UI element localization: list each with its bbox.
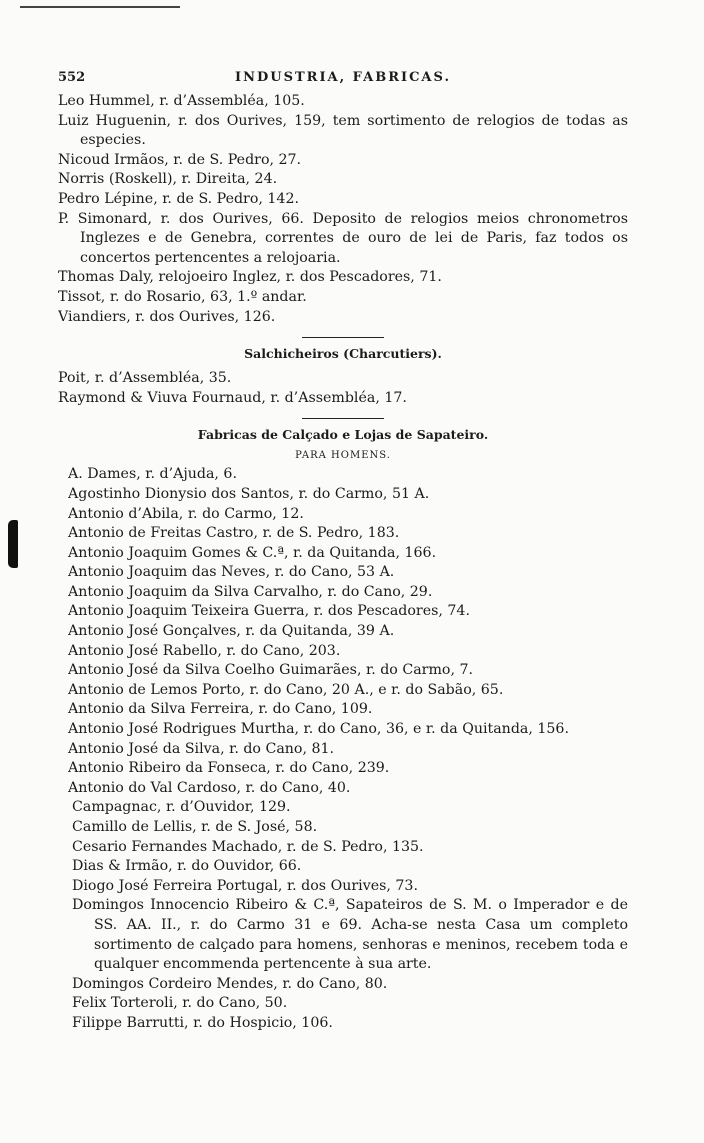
list-item: Antonio José da Silva, r. do Cano, 81. [68,740,335,757]
list-item: Antonio José Gonçalves, r. da Quitanda, 39 A. [68,623,395,640]
list-item: Domingos Cordeiro Mendes, r. do Cano, 80. [72,975,388,992]
list-item: Antonio d’Abila, r. do Carmo, 12. [68,505,304,522]
list-item: Antonio Joaquim da Silva Carvalho, r. do Cano, 29. [68,583,433,600]
list-item: Viandiers, r. dos Ourives, 126. [58,308,276,325]
list-item: Norris (Roskell), r. Direita, 24. [58,171,278,188]
sausage-makers-list [58,369,628,408]
list-item: Agostinho Dionysio dos Santos, r. do Carmo, 51 A. [68,485,430,502]
list-item: Filippe Barrutti, r. do Hospicio, 106. [72,1014,333,1031]
list-item: Antonio Joaquim das Neves, r. do Cano, 53 A. [68,564,395,581]
list-item: P. Simonard, r. dos Ourives, 66. Deposito de relogios meios chronometros Inglezes e de Genebra, correntes de ouro de lei de Paris, faz todos os concertos pertencentes a relojoaria. [58,210,628,266]
list-item: Antonio José Rabello, r. do Cano, 203. [68,642,341,659]
list-item: Diogo José Ferreira Portugal, r. dos Ourives, 73. [72,877,418,894]
list-item: Tissot, r. do Rosario, 63, 1.º andar. [58,288,307,305]
list-item: Luiz Huguenin, r. dos Ourives, 159, tem sortimento de relogios de todas as especies. [58,112,628,149]
list-item: Dias & Irmão, r. do Ouvidor, 66. [72,858,302,875]
list-item: Leo Hummel, r. d’Assembléa, 105. [58,93,305,109]
binding-mark [8,520,18,568]
list-item: Antonio de Lemos Porto, r. do Cano, 20 A., e r. do Sabão, 65. [68,681,504,698]
section-divider [302,337,384,338]
page-number: 552 [58,70,86,85]
list-item: Domingos Innocencio Ribeiro & C.ª, Sapateiros de S. M. o Imperador e de SS. AA. II., r. do Carmo 31 e 69. Acha-se nesta Casa um completo sortimento de calçado para homens, senhoras e meninos, recebem toda e qualquer encommenda pertencente à sua arte. [72,897,628,973]
list-item: Antonio José da Silva Coelho Guimarães, r. do Carmo, 7. [68,662,473,679]
list-item: Cesario Fernandes Machado, r. de S. Pedro, 135. [72,838,424,855]
list-item: Camillo de Lellis, r. de S. José, 58. [72,819,318,835]
list-item: Poit, r. d’Assembléa, 35. [58,370,232,387]
list-item: Nicoud Irmãos, r. de S. Pedro, 27. [58,151,302,168]
page-header [58,70,628,92]
list-item: Felix Torteroli, r. do Cano, 50. [72,995,288,1012]
section-divider [302,418,384,419]
list-item: Thomas Daly, relojoeiro Inglez, r. dos Pescadores, 71. [58,269,442,286]
list-item: Antonio Ribeiro da Fonseca, r. do Cano, 239. [68,760,390,777]
section-heading: Fabricas de Calçado e Lojas de Sapateiro. [197,427,489,443]
subsection-heading: PARA HOMENS. [295,450,391,462]
section-heading: Salchicheiros (Charcutiers). [244,346,442,362]
page-title: INDUSTRIA, FABRICAS. [235,70,451,85]
list-item: A. Dames, r. d’Ajuda, 6. [68,466,237,483]
list-item: Pedro Lépine, r. de S. Pedro, 142. [58,190,299,207]
top-edge-rule [20,6,180,8]
list-item: Antonio do Val Cardoso, r. do Cano, 40. [68,779,351,796]
list-item: Campagnac, r. d’Ouvidor, 129. [72,799,291,816]
list-item: Raymond & Viuva Fournaud, r. d’Assembléa, 17. [58,389,407,406]
list-item: Antonio Joaquim Gomes & C.ª, r. da Quitanda, 166. [68,544,437,561]
directory-page [58,70,628,1034]
shoemakers-list [58,465,628,1033]
list-item: Antonio Joaquim Teixeira Guerra, r. dos Pescadores, 74. [68,603,470,620]
list-item: Antonio José Rodrigues Murtha, r. do Cano, 36, e r. da Quitanda, 156. [68,721,569,738]
watchmakers-list [58,92,628,327]
list-item: Antonio da Silva Ferreira, r. do Cano, 109. [68,701,373,718]
list-item: Antonio de Freitas Castro, r. de S. Pedro, 183. [68,525,400,542]
